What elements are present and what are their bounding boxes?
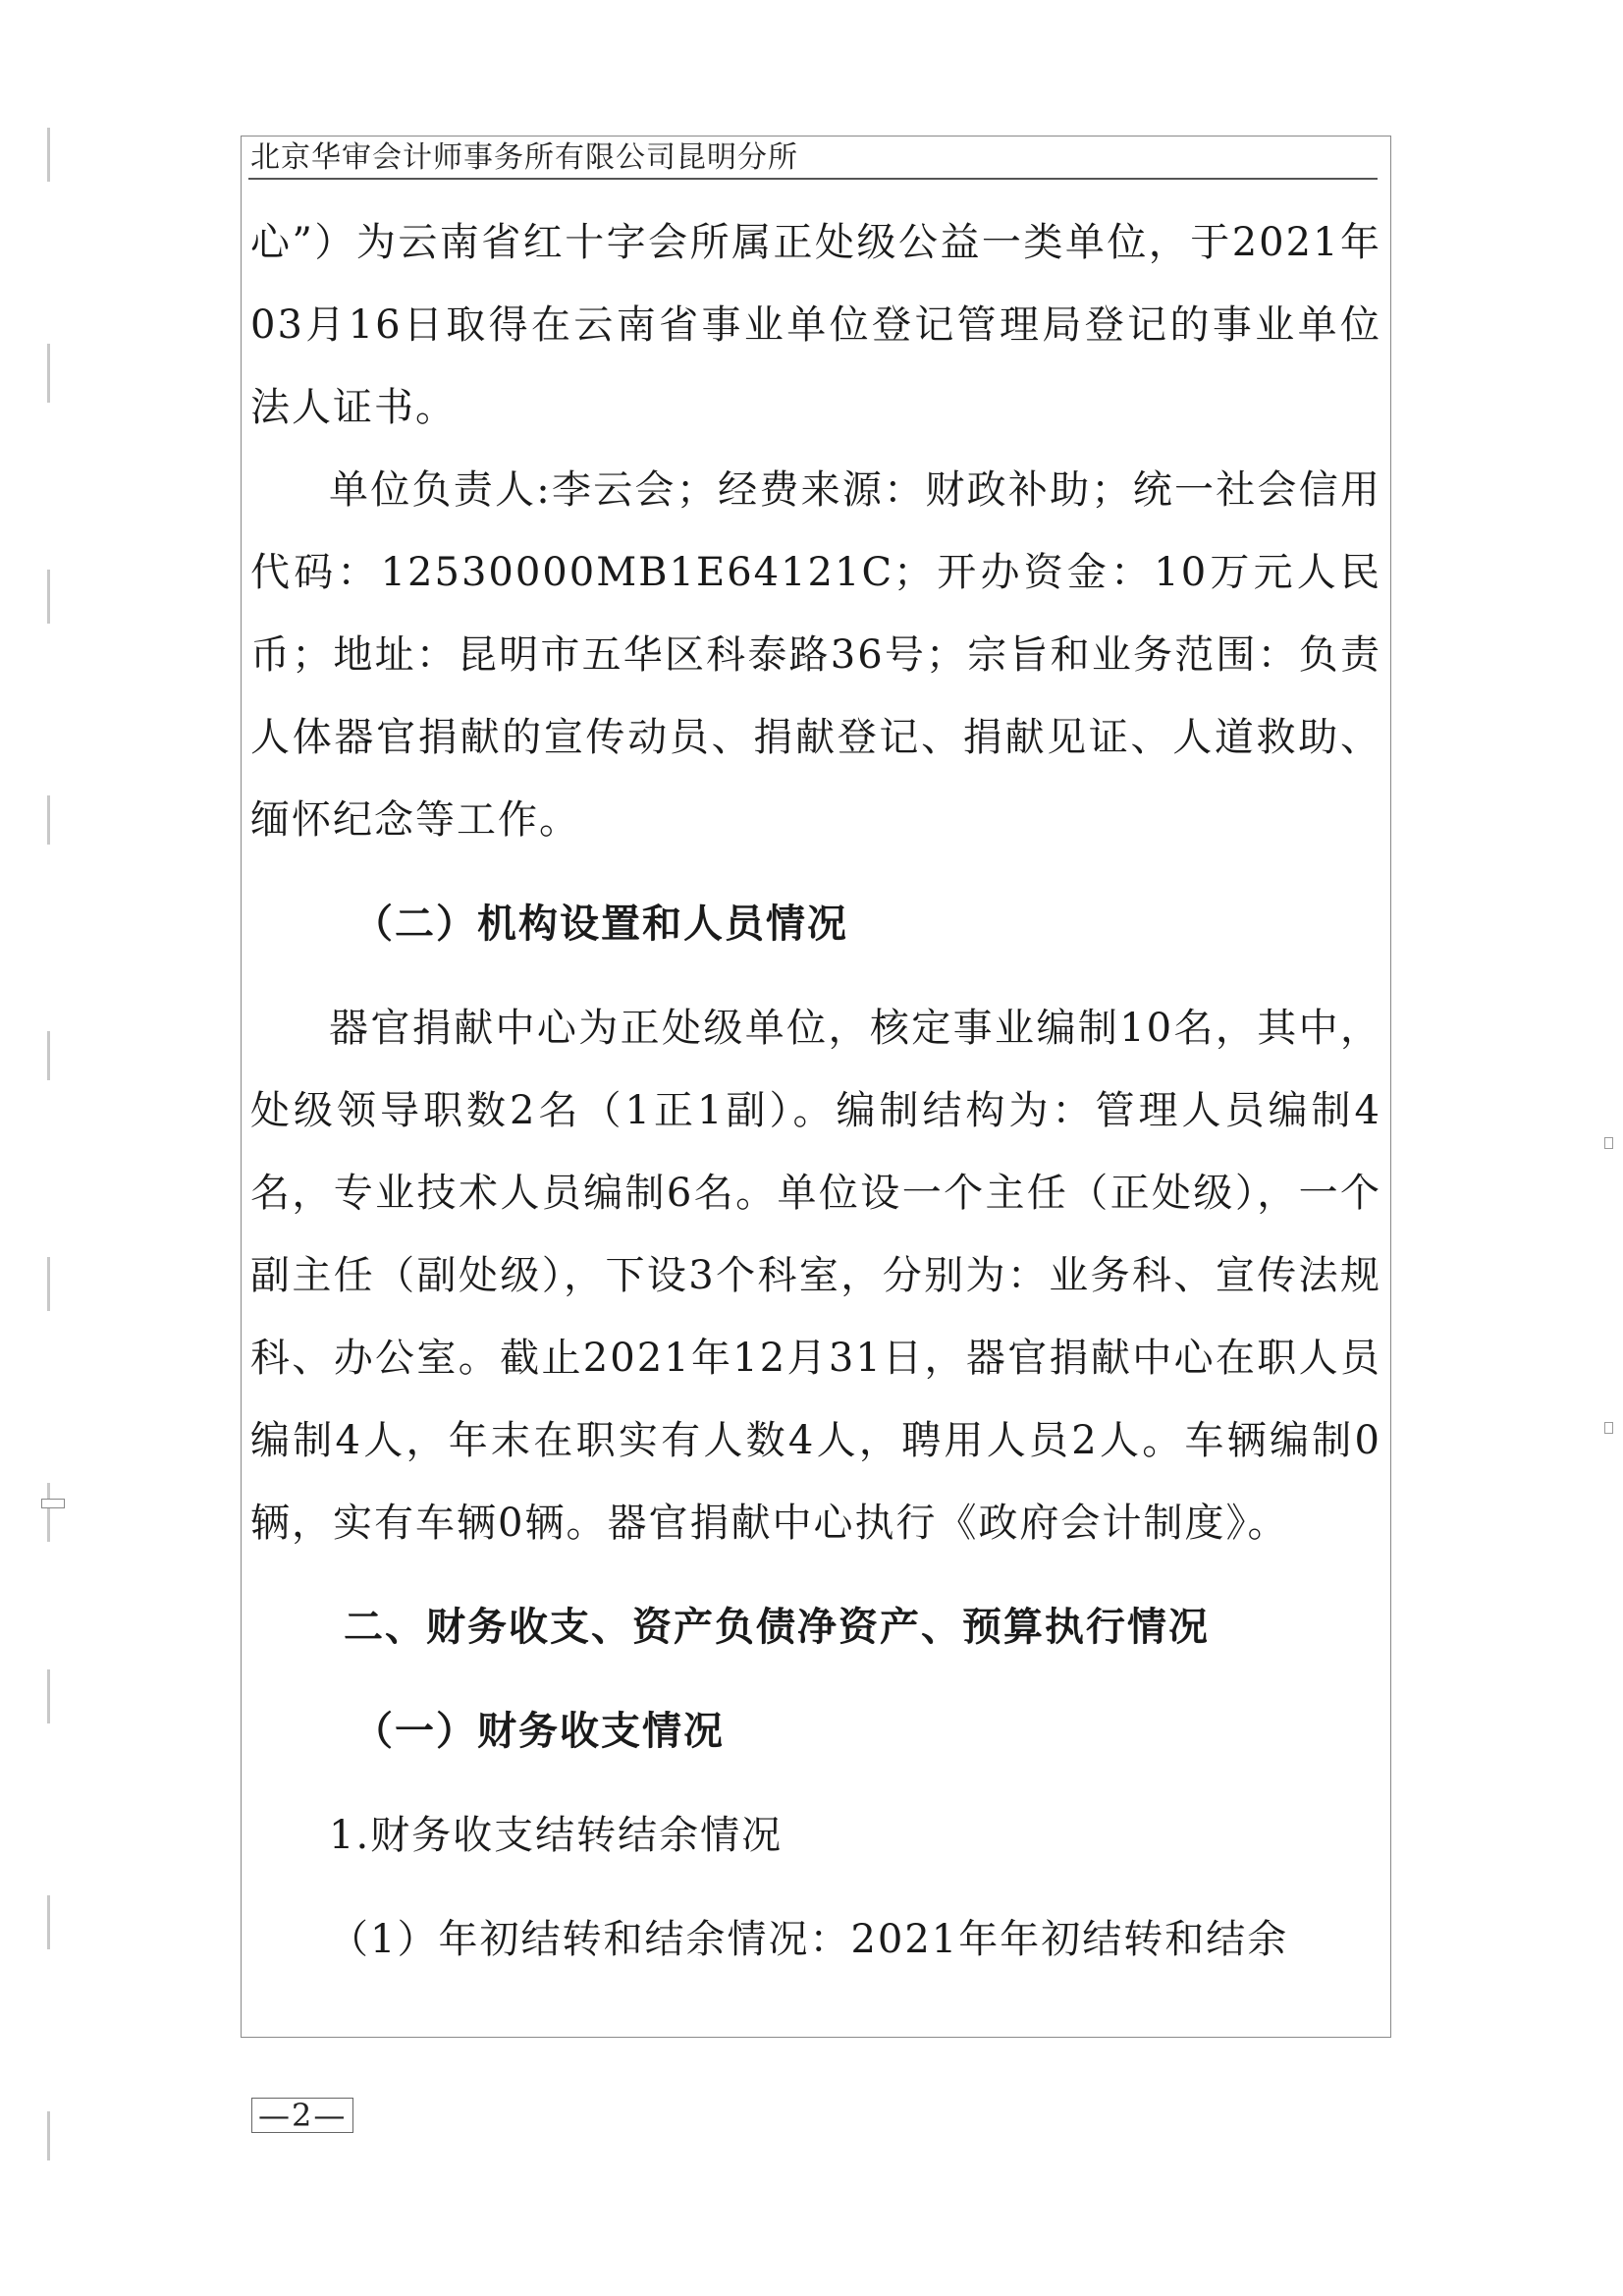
side-marker bbox=[1604, 1137, 1613, 1149]
document-body bbox=[250, 201, 1381, 1981]
page-number-value: 2 bbox=[292, 2097, 314, 2134]
binding-tab bbox=[41, 1499, 65, 1508]
scan-mark bbox=[47, 1483, 50, 1542]
paragraph-finance-item-1: 1.财务收支结转结余情况 bbox=[329, 1813, 784, 1858]
scan-mark bbox=[47, 128, 50, 182]
heading-section-2: 二、财务收支、资产负债净资产、预算执行情况 bbox=[344, 1605, 1210, 1650]
paragraph-unit-details: 单位负责人:李云会；经费来源：财政补助；统一社会信用代码：12530000MB1E64121C；开办资金：10万元人民币；地址：昆明市五华区科泰路36号；宗旨和业务范围：负责人体器官捐献的宣传动员、捐献登记、捐献见证、人道救助、缅怀纪念等工作。 bbox=[250, 467, 1381, 843]
page-number bbox=[251, 2098, 353, 2133]
scan-mark bbox=[47, 1669, 50, 1723]
paragraph-intro-continued: 心”）为云南省红十字会所属正处级公益一类单位，于2021年03月16日取得在云南省事业单位登记管理局登记的事业单位法人证书。 bbox=[250, 220, 1381, 430]
header-rule bbox=[248, 178, 1378, 180]
paragraph-finance-item-1-1: （1）年初结转和结余情况：2021年年初结转和结余 bbox=[329, 1917, 1289, 1962]
paragraph-staffing: 器官捐献中心为正处级单位，核定事业编制10名，其中，处级领导职数2名（1正1副）。编制结构为：管理人员编制4名，专业技术人员编制6名。单位设一个主任（正处级），一个副主任（副处级），下设3个科室，分别为：业务科、宣传法规科、办公室。截止2021年12月31日，器官捐献中心在职人员编制4人，年末在职实有人数4人，聘用人员2人。车辆编制0辆，实有车辆0辆。器官捐献中心执行《政府会计制度》。 bbox=[250, 1006, 1381, 1546]
page-dash-right: — bbox=[313, 2097, 348, 2134]
header-firm-name: 北京华审会计师事务所有限公司昆明分所 bbox=[250, 140, 798, 175]
scan-mark bbox=[47, 344, 50, 403]
heading-organization: （二）机构设置和人员情况 bbox=[353, 902, 848, 947]
scan-mark bbox=[47, 1257, 50, 1311]
scan-mark bbox=[47, 2111, 50, 2160]
scan-mark bbox=[47, 1895, 50, 1949]
side-marker bbox=[1604, 1422, 1613, 1434]
page-dash-left: — bbox=[258, 2097, 292, 2134]
scan-mark bbox=[47, 570, 50, 624]
scan-mark bbox=[47, 1031, 50, 1080]
heading-finance: （一）财务收支情况 bbox=[353, 1709, 725, 1754]
scan-mark bbox=[47, 795, 50, 845]
